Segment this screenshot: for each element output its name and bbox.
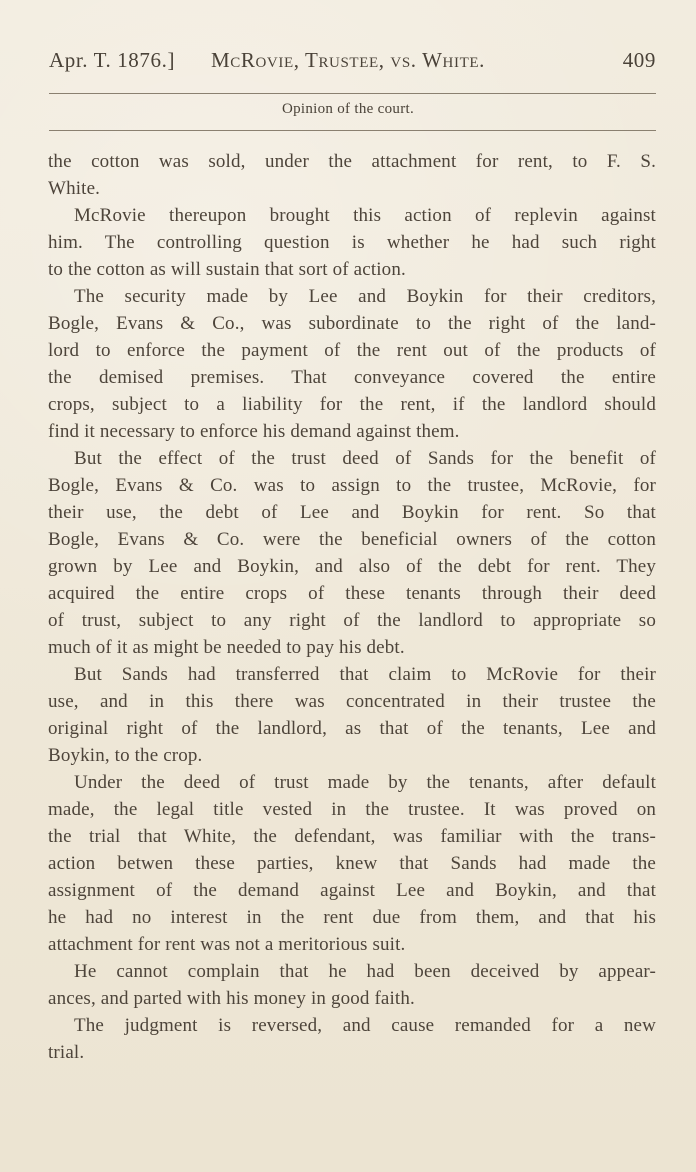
text-line: much of it as might be needed to pay his debt. (48, 637, 405, 658)
text-line: He cannot complain that he had been deceived by appear- (74, 961, 656, 982)
text-line: crops, subject to a liability for the rent, if the landlord should (48, 394, 656, 415)
text-line: use, and in this there was concentrated in their trustee the (48, 691, 656, 712)
text-line: acquired the entire crops of these tenants through their deed (48, 583, 656, 604)
text-line: White. (48, 178, 101, 199)
text-line: But the effect of the trust deed of Sands for the benefit of (74, 448, 656, 469)
text-line: original right of the landlord, as that of the tenants, Lee and (48, 718, 656, 739)
text-line: But Sands had transferred that claim to McRovie for their (74, 664, 656, 685)
text-line: McRovie thereupon brought this action of replevin against (74, 205, 656, 226)
text-line: he had no interest in the rent due from them, and that his (48, 907, 656, 928)
text-line: trial. (48, 1042, 85, 1063)
text-line: lord to enforce the payment of the rent out of the products of (48, 340, 656, 361)
opinion-text (48, 148, 656, 1066)
header-rule-top (49, 93, 656, 94)
text-line: the demised premises. That conveyance covered the entire (48, 367, 656, 388)
text-line: the trial that White, the defendant, was familiar with the trans- (48, 826, 656, 847)
text-line: their use, the debt of Lee and Boykin for rent. So that (48, 502, 656, 523)
text-line: to the cotton as will sustain that sort of action. (48, 259, 406, 280)
text-line: The security made by Lee and Boykin for their creditors, (74, 286, 656, 307)
text-line: attachment for rent was not a meritorious suit. (48, 934, 406, 955)
page-number: 409 (622, 48, 656, 72)
case-title: McRovie, Trustee, vs. White. (211, 48, 485, 72)
text-line: Bogle, Evans & Co. was to assign to the trustee, McRovie, for (48, 475, 656, 496)
text-line: action betwen these parties, knew that Sands had made the (48, 853, 656, 874)
text-line: find it necessary to enforce his demand against them. (48, 421, 460, 442)
text-line: ances, and parted with his money in good faith. (48, 988, 415, 1009)
term-label: Apr. T. 1876.] (49, 48, 176, 72)
text-line: Boykin, to the crop. (48, 745, 203, 766)
text-line: made, the legal title vested in the trustee. It was proved on (48, 799, 656, 820)
text-line: of trust, subject to any right of the landlord to appropriate so (48, 610, 656, 631)
section-caption: Opinion of the court. (281, 101, 415, 117)
running-head (49, 44, 656, 76)
text-line: grown by Lee and Boykin, and also of the debt for rent. They (48, 556, 656, 577)
text-line: Under the deed of trust made by the tenants, after default (74, 772, 656, 793)
header-rule-bottom (49, 130, 656, 131)
text-line: the cotton was sold, under the attachment for rent, to F. S. (48, 151, 656, 172)
text-line: Bogle, Evans & Co. were the beneficial owners of the cotton (48, 529, 656, 550)
text-line: The judgment is reversed, and cause remanded for a new (74, 1015, 656, 1036)
text-line: him. The controlling question is whether he had such right (48, 232, 656, 253)
text-line: assignment of the demand against Lee and Boykin, and that (48, 880, 656, 901)
text-line: Bogle, Evans & Co., was subordinate to the right of the land- (48, 313, 656, 334)
